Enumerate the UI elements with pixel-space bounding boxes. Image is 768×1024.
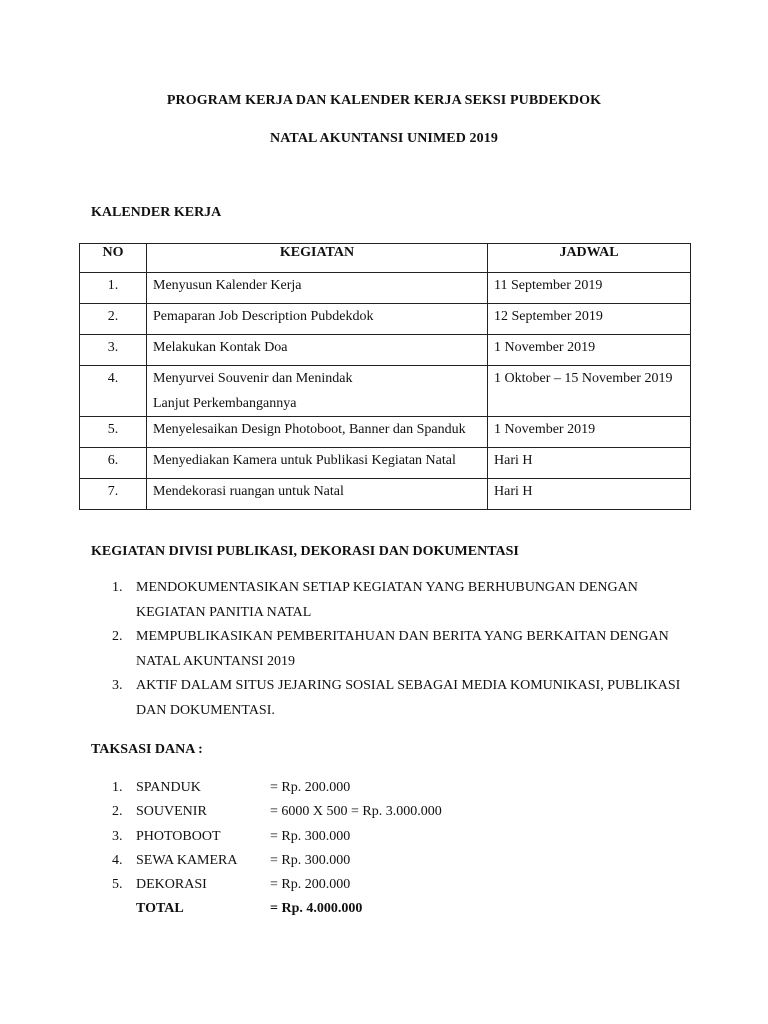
taksasi-row — [91, 800, 591, 824]
cell-jadwal: 1 Oktober – 15 November 2019 — [488, 366, 691, 417]
taksasi-item: PHOTOBOOT — [136, 828, 221, 844]
taksasi-number: 4. — [112, 852, 123, 868]
taksasi-number: 5. — [112, 877, 123, 893]
list-item — [91, 674, 691, 723]
list-item-text: MEMPUBLIKASIKAN PEMBERITAHUAN DAN BERITA YANG BERKAITAN DENGAN NATAL AKUNTANSI 2019 — [136, 629, 669, 669]
table-row — [80, 448, 691, 479]
cell-kegiatan: Pemaparan Job Description Pubdekdok — [147, 304, 488, 335]
taksasi-number: 1. — [112, 780, 123, 795]
taksasi-item: SEWA KAMERA — [136, 852, 238, 868]
document-title: PROGRAM KERJA DAN KALENDER KERJA SEKSI PUBDEKDOK — [166, 93, 602, 108]
taksasi-value: = 6000 X 500 = Rp. 3.000.000 — [270, 804, 442, 820]
cell-jadwal: 1 November 2019 — [488, 335, 691, 366]
list-item-number: 3. — [112, 678, 123, 693]
taksasi-list — [91, 776, 591, 922]
column-header-kegiatan: KEGIATAN — [147, 244, 488, 273]
taksasi-row — [91, 776, 591, 800]
kalender-table — [79, 243, 691, 510]
cell-jadwal: 1 November 2019 — [488, 417, 691, 448]
kegiatan-divisi-heading: KEGIATAN DIVISI PUBLIKASI, DEKORASI DAN DOKUMENTASI — [91, 544, 519, 559]
list-item-number: 2. — [112, 629, 123, 644]
taksasi-item: SOUVENIR — [136, 804, 207, 820]
cell-kegiatan: Menyusun Kalender Kerja — [147, 273, 488, 304]
taksasi-total-value: = Rp. 4.000.000 — [270, 901, 363, 917]
taksasi-heading: TAKSASI DANA : — [91, 742, 203, 757]
table-row — [80, 273, 691, 304]
list-item — [91, 625, 691, 674]
table-row — [80, 335, 691, 366]
table-row — [80, 304, 691, 335]
table-row — [80, 366, 691, 417]
cell-no: 3. — [80, 335, 147, 366]
cell-kegiatan: Menyurvei Souvenir dan Menindak Lanjut Perkembangannya — [147, 366, 488, 417]
list-item — [91, 576, 691, 625]
cell-kegiatan: Menyelesaikan Design Photoboot, Banner dan Spanduk — [147, 417, 488, 448]
taksasi-number: 3. — [112, 828, 123, 844]
table-row — [80, 479, 691, 510]
taksasi-value: = Rp. 200.000 — [270, 877, 351, 893]
taksasi-value: = Rp. 300.000 — [270, 828, 351, 844]
kegiatan-divisi-list — [91, 576, 691, 723]
kalender-heading: KALENDER KERJA — [91, 205, 222, 220]
taksasi-row — [91, 849, 591, 873]
document-subtitle: NATAL AKUNTANSI UNIMED 2019 — [270, 131, 498, 146]
taksasi-total-label: TOTAL — [136, 901, 184, 917]
taksasi-value: = Rp. 200.000 — [270, 780, 351, 795]
taksasi-item: DEKORASI — [136, 877, 207, 893]
cell-kegiatan: Mendekorasi ruangan untuk Natal — [147, 479, 488, 510]
cell-jadwal: Hari H — [488, 479, 691, 510]
cell-no: 5. — [80, 417, 147, 448]
table-row — [80, 417, 691, 448]
taksasi-row — [91, 873, 591, 897]
cell-no: 1. — [80, 273, 147, 304]
taksasi-row — [91, 825, 591, 849]
cell-no: 4. — [80, 366, 147, 417]
column-header-jadwal: JADWAL — [488, 244, 691, 273]
cell-jadwal: 11 September 2019 — [488, 273, 691, 304]
taksasi-item: SPANDUK — [136, 780, 201, 795]
cell-no: 6. — [80, 448, 147, 479]
cell-kegiatan: Melakukan Kontak Doa — [147, 335, 488, 366]
list-item-text: AKTIF DALAM SITUS JEJARING SOSIAL SEBAGAI MEDIA KOMUNIKASI, PUBLIKASI DAN DOKUMENTASI. — [136, 678, 681, 718]
table-header-row — [80, 244, 691, 273]
cell-no: 2. — [80, 304, 147, 335]
cell-kegiatan: Menyediakan Kamera untuk Publikasi Kegiatan Natal — [147, 448, 488, 479]
cell-no: 7. — [80, 479, 147, 510]
cell-jadwal: 12 September 2019 — [488, 304, 691, 335]
cell-jadwal: Hari H — [488, 448, 691, 479]
column-header-no: NO — [80, 244, 147, 273]
taksasi-total-row — [91, 897, 591, 921]
taksasi-value: = Rp. 300.000 — [270, 852, 351, 868]
taksasi-number: 2. — [112, 804, 123, 820]
list-item-text: MENDOKUMENTASIKAN SETIAP KEGIATAN YANG BERHUBUNGAN DENGAN KEGIATAN PANITIA NATAL — [136, 580, 638, 620]
list-item-number: 1. — [112, 580, 123, 595]
